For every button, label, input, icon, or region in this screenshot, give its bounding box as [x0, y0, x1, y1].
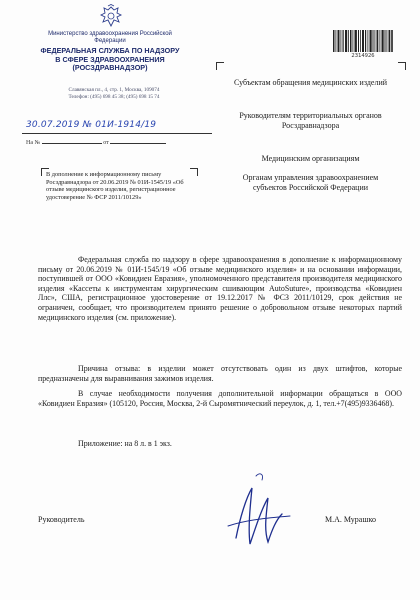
- addressee: Руководителям территориальных органов Росздравнадзора: [239, 111, 382, 130]
- coat-of-arms-icon: [98, 4, 124, 30]
- date-underline: [22, 133, 212, 134]
- service-line: (РОСЗДРАВНАДЗОР): [72, 63, 148, 72]
- ministry-name: Министерство здравоохранения Российской Федерации: [48, 31, 172, 44]
- body-paragraph: Причина отзыва: в изделии может отсутствовать один из двух штифтов, которые предназначены для выравнивания зажимов изделия.: [38, 364, 402, 383]
- addressee: Органам управления здравоохранением субъектов Российской Федерации: [242, 173, 379, 192]
- addressee: Медицинским организациям: [261, 154, 360, 163]
- barcode-icon: [333, 30, 393, 52]
- from-word: от: [103, 140, 109, 146]
- service-line: ФЕДЕРАЛЬНАЯ СЛУЖБА ПО НАДЗОРУ: [40, 46, 180, 55]
- attachment-note: Приложение: на 8 л. в 1 экз.: [78, 439, 172, 448]
- handwritten-date-number: 30.07.2019 № 01И-1914/19: [26, 120, 157, 130]
- signer-name: М.А. Мурашко: [325, 515, 376, 524]
- service-name: [24, 47, 196, 73]
- reference-note: В дополнение к информационному письму Росздравнадзора от 20.06.2019 № 01И-1545/19 «Об отзыве медицинского изделия, регистрационное удостоверение № ФСР 2011/10129»: [46, 171, 184, 201]
- addressee: Субъектам обращения медицинских изделий: [233, 78, 388, 87]
- corner-mark: [216, 62, 224, 70]
- handwritten-signature-icon: [206, 468, 302, 564]
- service-address: [44, 87, 184, 101]
- body-paragraph: Федеральная служба по надзору в сфере здравоохранения в дополнение к информационному письму от 20.06.2019 № 01И-1545/19 «Об отзыве медицинского изделия» и на основании информации, поступившей от ООО «Ковидиен Евразия», уполномоченного представителя производителя медицинского изделия «Кассеты к инструментам хирургическим сшивающим AutoSuture», производства «Ковидиен Ллс», США, регистрационное удостоверение от 19.12.2017 № ФСЗ 2011/10129, срок действия не ограничен, сообщает, что производителем принято решение о добровольном отзыве некоторых партий медицинского изделия (см. приложение).: [38, 255, 402, 322]
- date-blank: [110, 139, 166, 144]
- address-line: Славянская пл., 4, стр. 1, Москва, 109074: [68, 87, 160, 93]
- incoming-number-line: [26, 139, 166, 146]
- signer-position: Руководитель: [38, 515, 85, 524]
- phone-line: Телефон: (495) 698 45 38; (495) 698 15 74: [68, 94, 160, 100]
- corner-mark: [398, 62, 406, 70]
- body-paragraph: В случае необходимости получения дополнительной информации обращаться в ООО «Ковидиен Евразия» (105120, Россия, Москва, 2-й Сыромятнический переулок, д. 1, тел.+7(495)9336468).: [38, 389, 402, 408]
- barcode-number: 2314926: [351, 53, 375, 59]
- number-prefix: На №: [26, 140, 41, 146]
- number-blank: [42, 139, 102, 144]
- service-line: В СФЕРЕ ЗДРАВООХРАНЕНИЯ: [55, 54, 165, 64]
